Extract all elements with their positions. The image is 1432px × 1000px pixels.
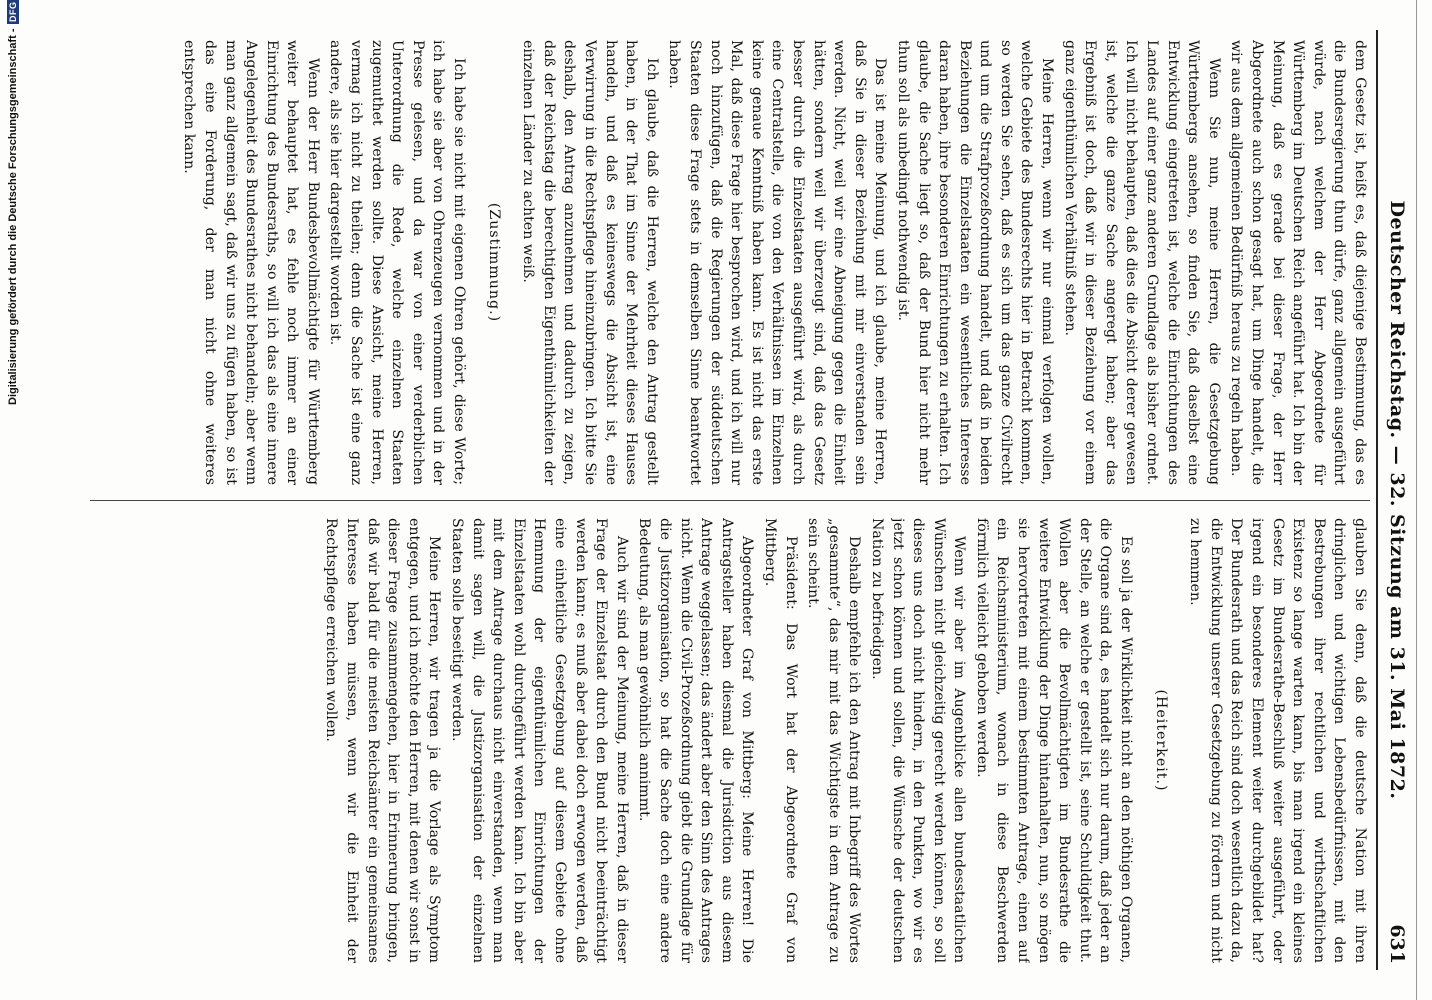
running-head	[1376, 30, 1418, 970]
paragraph: Deshalb empfehle ich den Antrag mit Inbegriff des Wortes „gesammte“, das mir mit das Wichtigste in dem Antrage zu sein scheint.	[805, 518, 863, 963]
paragraph: glauben Sie denn, daß die deutsche Nation mit ihren dringlichen und wichtigen Lebensbedürfnissen, mit den Bestrebungen ihrer rechtlichen und wirthschaftlichen Existenz so lange warten kann, bis man irgend ein kleines Gesetz im Bundesrathe-Beschluß weiter ausgeführt, oder irgend ein besonderes Element weiter durchgebildet hat? Der Bundesrath und das Reich sind doch wesentlich dazu da, die Entwicklung unserer Gesetzgebung zu fördern und nicht zu hemmen.	[1187, 518, 1368, 963]
credit-text: Digitalisierung gefördert durch die Deutsche Forschungsgemeinschaft -	[7, 28, 19, 406]
paragraph: Wenn der Herr Bundesbevollmächtigte für Württemberg weiter behauptet hat, es fehle noch immer an einer Einrichtung des Bundesraths, so will ich das als eine innere Angelegenheit des Bundesrathes nicht behandeln; aber wenn man ganz allgemein sagt, daß wir uns zu fügen haben, so ist das eine Forderung, der man nicht ohne weiteres entsprechen kann.	[181, 40, 321, 485]
paragraph: Ich glaube, daß die Herren, welche den Antrag gestellt haben, in der That im Sinne der Mehrheit dieses Hauses handeln, und daß es keineswegs die Absicht ist, eine Verwirrung in die Rechtspflege hineinzubringen. Ich bitte Sie deshalb, den Antrag anzunehmen und dadurch zu zeigen, daß der Reichstag die berechtigten Eigenthümlichkeiten der einzelnen Länder zu achten weiß.	[520, 40, 660, 485]
digitization-credit	[2, 0, 24, 1000]
paragraph: Das ist meine Meinung, und ich glaube, meine Herren, daß Sie in dieser Beziehung mit mir einverstanden sein werden. Nicht, weil wir eine Abneigung gegen die Einheit hätten, sondern weil wir überzeugt sind, daß das Gesetz besser durch die Einzelstaaten ausgeführt wird, als durch eine Centralstelle, die von den Verhältnissen im Einzelnen keine genaue Kenntniß haben kann. Es ist nicht das erste Mal, daß diese Frage hier besprochen wird, und ich will nur noch hinzufügen, daß die Regierungen der süddeutschen Staaten diese Frage stets in demselben Sinne beantwortet haben.	[666, 40, 889, 485]
paragraph: Abgeordneter Graf von Mittberg: Meine Herren! Die Antragsteller haben diesmal die Jurisdiction aus diesem Antrage weggelassen; das ändert aber den Sinn des Antrages nicht. Wenn die Civil-Prozeßordnung giebt die Grundlage für die Justizorganisation, so hat die Sache doch eine andere Bedeutung, als man gewöhnlich annimmt.	[636, 518, 756, 963]
paragraph: Präsident: Das Wort hat der Abgeordnete Graf von Mittberg.	[761, 518, 799, 963]
text-column-right	[100, 518, 1370, 963]
paragraph: Meine Herren, wenn wir nur einmal verfolgen wollen, welche Gebiete des Bundesrechts hier in Betracht kommen, so werden Sie sehen, daß es sich um das ganze Civilrecht und um die Strafprozeßordnung handelt, und daß in beiden Beziehungen die Einzelstaaten ein wesentliches Interesse daran haben, ihre besonderen Einrichtungen zu erhalten. Ich glaube, die Sache liegt so, daß der Bund hier nicht mehr thun soll als unbedingt nothwendig ist.	[894, 40, 1056, 485]
stage-direction: (Zustimmung.)	[485, 202, 502, 323]
paragraph: dem Gesetz ist, heißt es, daß diejenige Bestimmung, das es die Bundesregierung thun dürfe, ganz allgemein ausgeführt würde, nach welchem der Herr Abgeordnete für Württemberg im Deutschen Reich angeführt hat. Ich bin der Meinung, daß es gerade bei dieser Frage, der Herr Abgeordnete auch schon gesagt hat, um Dinge handelt, die wir aus dem allgemeinen Bedürfniß heraus zu regeln haben.	[1228, 40, 1368, 485]
paragraph: Ich habe sie nicht mit eigenen Ohren gehört, diese Worte; ich habe sie aber von Ohrenzeugen vernommen und in der Presse gelesen, und da war von einer verderblichen Unterordnung die Rede, welche einzelnen Staaten zugemuthet werden sollte. Diese Ansicht, meine Herren, vermag ich nicht zu theilen; denn die Sache ist eine ganz andere, als sie hier dargestellt worden ist.	[327, 40, 468, 485]
paragraph: Es soll ja der Wirklichkeit nicht an den nöthigen Organen, die Organe sind da, es handelt sich nur darum, daß jeder an der Stelle, an welche er gestellt ist, seine Schuldigkeit thut. Wollen aber die Bevollmächtigten im Bundesrathe die weitere Entwicklung der Dinge hintanhalten, nun, so mögen sie hervortreten mit einem bestimmten Antrage, einen auf ein Reichsministerium, wonach in diese Beschwerden förmlich vielleicht gehoben werden.	[973, 518, 1135, 963]
stage-direction: (Heiterkeit.)	[1152, 689, 1169, 792]
scan-edge-line	[1416, 0, 1417, 1000]
paragraph: Wenn wir aber im Augenblicke allen bundesstaatlichen Wünschen nicht gleichzeitig gerecht werden können, so soll dieses uns doch nicht hindern, in den Punkten, wo wir es jetzt schon können und sollen, die Wünsche der deutschen Nation zu befriedigen.	[868, 518, 968, 963]
column-divider	[90, 500, 1370, 501]
paragraph: Wenn Sie nun, meine Herren, die Gesetzgebung Württembergs ansehen, so finden Sie, daß daselbst eine Entwicklung eingetreten ist, welche die Einrichtungen des Landes auf einer ganz anderen Grundlage als bisher ordnet. Ich will nicht behaupten, daß dies die Absicht derer gewesen ist, welche die ganze Sache angeregt haben; aber das Ergebniß ist doch, daß wir in dieser Beziehung vor einem ganz eigenthümlichen Verhältniß stehen.	[1061, 40, 1222, 485]
text-column-left	[100, 40, 1370, 485]
page-title: Deutscher Reichstag. — 32. Sitzung am 31. Mai 1872.	[1386, 200, 1408, 800]
paragraph: Meine Herren, wir tragen ja die Vorlage als Symptom entgegen, und ich möchte den Herren, mit denen wir sonst in dieser Frage zusammengehen, hier in Erinnerung bringen, daß wir bald für die meisten Reichsämter ein gemeinsames Interesse haben müssen, wenn wir die Einheit der Rechtspflege erreichen wollen.	[323, 518, 443, 963]
paragraph: Auch wir sind der Meinung, meine Herren, daß in dieser Frage der Einzelstaat durch den Bund nicht beeinträchtigt werden kann; es muß aber dabei doch erwogen werden, daß eine einheitliche Gesetzgebung auf diesem Gebiete ohne Hemmung der eigenthümlichen Einrichtungen der Einzelstaaten wohl durchgeführt werden kann. Ich bin aber mit dem Antrage durchaus nicht einverstanden, wenn man damit sagen will, die Justizorganisation der einzelnen Staaten solle beseitigt werden.	[449, 518, 630, 963]
dfg-logo: DFG	[8, 2, 18, 23]
page-number: 631	[1386, 924, 1408, 964]
